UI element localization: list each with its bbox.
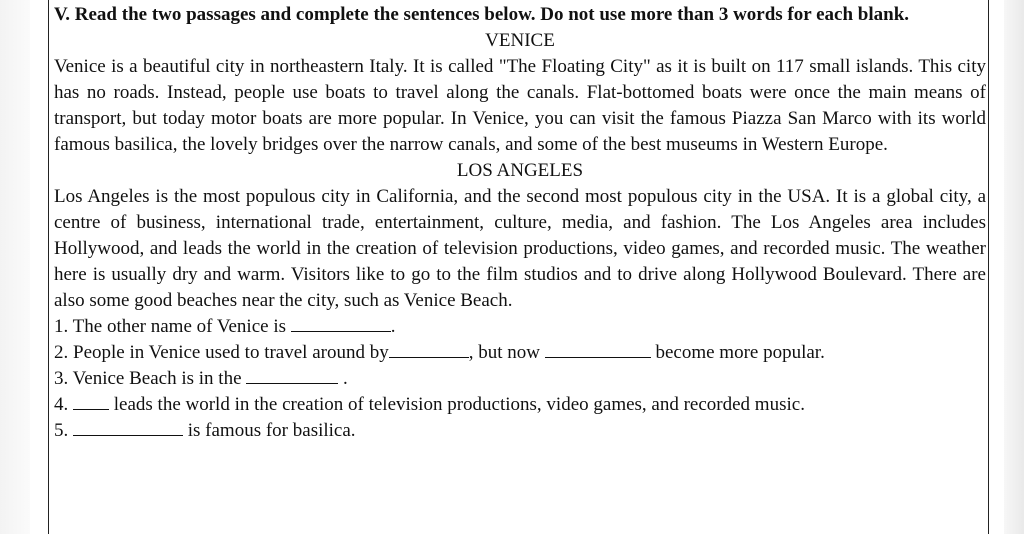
answer-blank[interactable] [246, 369, 338, 384]
left-border-line [48, 0, 49, 534]
answer-blank[interactable] [545, 343, 651, 358]
question-4 [54, 392, 986, 418]
question-number: 5. [54, 420, 69, 441]
question-number: 4. [54, 394, 69, 415]
question-5 [54, 418, 986, 444]
right-border-line [988, 0, 989, 534]
worksheet-content [54, 2, 986, 444]
question-number: 3. [54, 368, 69, 389]
question-text: become more popular. [655, 342, 825, 363]
question-text: Venice Beach is in the [72, 368, 242, 389]
question-text: is famous for basilica. [187, 420, 356, 441]
answer-blank[interactable] [73, 395, 109, 410]
question-text: . [390, 316, 396, 337]
exercise-instruction: V. Read the two passages and complete the sentences below. Do not use more than 3 words for each blank. [54, 4, 910, 25]
question-2 [54, 340, 986, 366]
page-shadow-right [1004, 0, 1024, 534]
question-text: , but now [468, 342, 540, 363]
answer-blank[interactable] [73, 421, 183, 436]
passage-text-los-angeles: Los Angeles is the most populous city in California, and the second most populous city in the USA. It is a global city, a centre of business, international trade, entertainment, culture, media, and fashion. The Los Angeles area includes Hollywood, and leads the world in the creation of television productions, video games, and recorded music. The weather here is usually dry and warm. Visitors like to go to the film studios and to drive along Hollywood Boulevard. There are also some good beaches near the city, such as Venice Beach. [54, 186, 986, 311]
question-number: 1. [54, 316, 69, 337]
question-3 [54, 366, 986, 392]
question-number: 2. [54, 342, 69, 363]
question-text: The other name of Venice is [72, 316, 286, 337]
passage-title-venice: VENICE [485, 30, 555, 51]
question-text: leads the world in the creation of television productions, video games, and recorded music. [113, 394, 805, 415]
answer-blank[interactable] [389, 343, 469, 358]
question-text: . [343, 368, 348, 389]
passage-text-venice: Venice is a beautiful city in northeastern Italy. It is called "The Floating City" as it is built on 117 small islands. This city has no roads. Instead, people use boats to travel along the canals. Flat-bottomed boats were once the main means of transport, but today motor boats are more popular. In Venice, you can visit the famous Piazza San Marco with its world famous basilica, the lovely bridges over the narrow canals, and some of the best museums in Western Europe. [54, 56, 986, 155]
passage-title-los-angeles: LOS ANGELES [456, 160, 584, 181]
page-shadow-left [0, 0, 30, 534]
question-text: People in Venice used to travel around by [73, 342, 389, 363]
answer-blank[interactable] [291, 317, 391, 332]
question-1 [54, 314, 986, 340]
